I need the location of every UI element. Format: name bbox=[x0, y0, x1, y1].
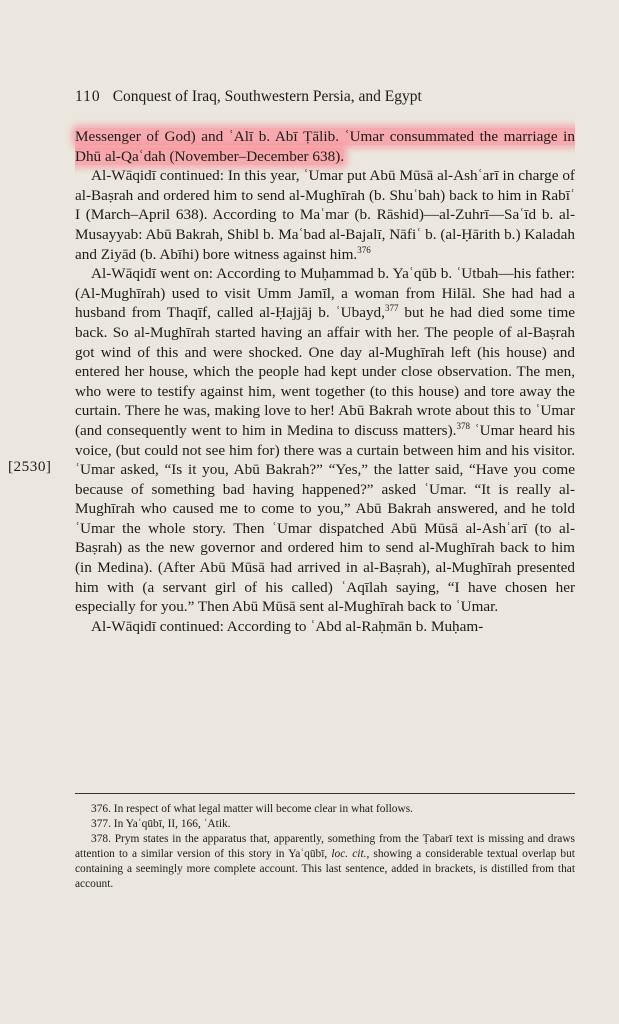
running-header bbox=[75, 88, 595, 106]
footnote: 376. In respect of what legal matter will become clear in what follows. bbox=[91, 803, 413, 815]
footnote-text: , showing a considerable textual overlap but containing a seemingly more complete account. This last sentence, added in brackets, is distilled from that account. bbox=[75, 848, 575, 890]
footnote-ref[interactable]: 377 bbox=[384, 303, 399, 314]
paragraph-text: Al-Wāqidī went on: According to Muḥammad b. Yaʿqūb b. ʿUtbah—his father: (Al-Mughīrah) used to visit Umm Jamīl, a woman from Hilāl. She had had a husband from Thaqīf, called al-Ḥajjāj b. ʿUbayd, bbox=[75, 265, 575, 322]
paragraph bbox=[75, 264, 575, 617]
footnote-ref[interactable]: 378 bbox=[456, 420, 470, 431]
paragraph-continuation bbox=[75, 127, 575, 166]
paragraph bbox=[75, 166, 575, 264]
footnote-divider bbox=[75, 793, 575, 794]
footnote: 377. In Yaʿqūbī, II, 166, ʿAtik. bbox=[91, 818, 231, 830]
footnote-text: 378. Prym states in the apparatus that, apparently, something from the Ṭabarī text is missing and draws attention to a similar version of this story in Yaʿqūbī, bbox=[75, 833, 575, 860]
paragraph-text: ʿUmar heard his voice, (but could not see him for) there was a curtain between him and his visitor. ʿUmar asked, “Is it you, Abū Bakrah?” “Yes,” the latter said, “Have you come because of something bad having happened?” asked ʿUmar. “It is really al-Mughīrah who caused me to come to you,” Abū Bakrah answered, and he told ʿUmar the whole story. Then ʿUmar dispatched Abū Mūsā al-Ashʿarī (to al-Baṣrah) as the new governor and ordered him to send al-Mughīrah back to him (in Medina). (After Abū Mūsā had arrived in al-Baṣrah), al-Mughīrah presented him with (a servant girl of his called) ʿAqīlah saying, “I have chosen her especially for you.” Then Abū Mūsā sent al-Mughīrah back to ʿUmar. bbox=[75, 421, 575, 616]
footnote bbox=[75, 832, 575, 892]
margin-page-reference: [2530] bbox=[8, 458, 52, 475]
footnote-ref[interactable]: 376 bbox=[357, 244, 371, 255]
footnotes bbox=[75, 802, 575, 892]
highlighted-passage: Messenger of God) and ʿAlī b. Abī Ṭālib. ʿUmar consummated the marriage in Dhū al-Qaʿdah (November–December 638). bbox=[75, 128, 575, 165]
running-title: Conquest of Iraq, Southwestern Persia, and Egypt bbox=[112, 88, 422, 105]
footnote-citation: loc. cit. bbox=[331, 848, 367, 860]
paragraph-text: Al-Wāqidī continued: According to ʿAbd al-Raḥmān b. Muḥam- bbox=[91, 617, 484, 635]
paragraph bbox=[75, 617, 575, 637]
paragraph-text: but he had died some time back. So al-Mughīrah started having an affair with her. The people of al-Baṣrah got wind of this and were shocked. One day al-Mughīrah left (his house) and entered her house, which the people had kept under close observation. The men, who were to testify against him, went together (to this house) and tore away the curtain. There he was, making love to her! Abū Bakrah wrote about this to ʿUmar (and consequently went to him in Medina to discuss matters). bbox=[75, 304, 576, 439]
paragraph-text: Al-Wāqidī continued: In this year, ʿUmar put Abū Mūsā al-Ashʿarī in charge of al-Baṣrah and ordered him to send al-Mughīrah (b. Shuʿbah) back to him in Rabīʿ I (March–April 638). According to Maʿmar (b. Rāshid)—al-Zuhrī—Saʿīd b. al-Musayyab: Abū Bakrah, Shibl b. Maʿbad al-Bajalī, Nāfiʿ b. (al-Ḥārith b.) Kaladah and Ziyād (b. Abīhi) bore witness against him. bbox=[75, 167, 575, 263]
page-number: 110 bbox=[75, 88, 101, 105]
main-text bbox=[75, 127, 575, 636]
